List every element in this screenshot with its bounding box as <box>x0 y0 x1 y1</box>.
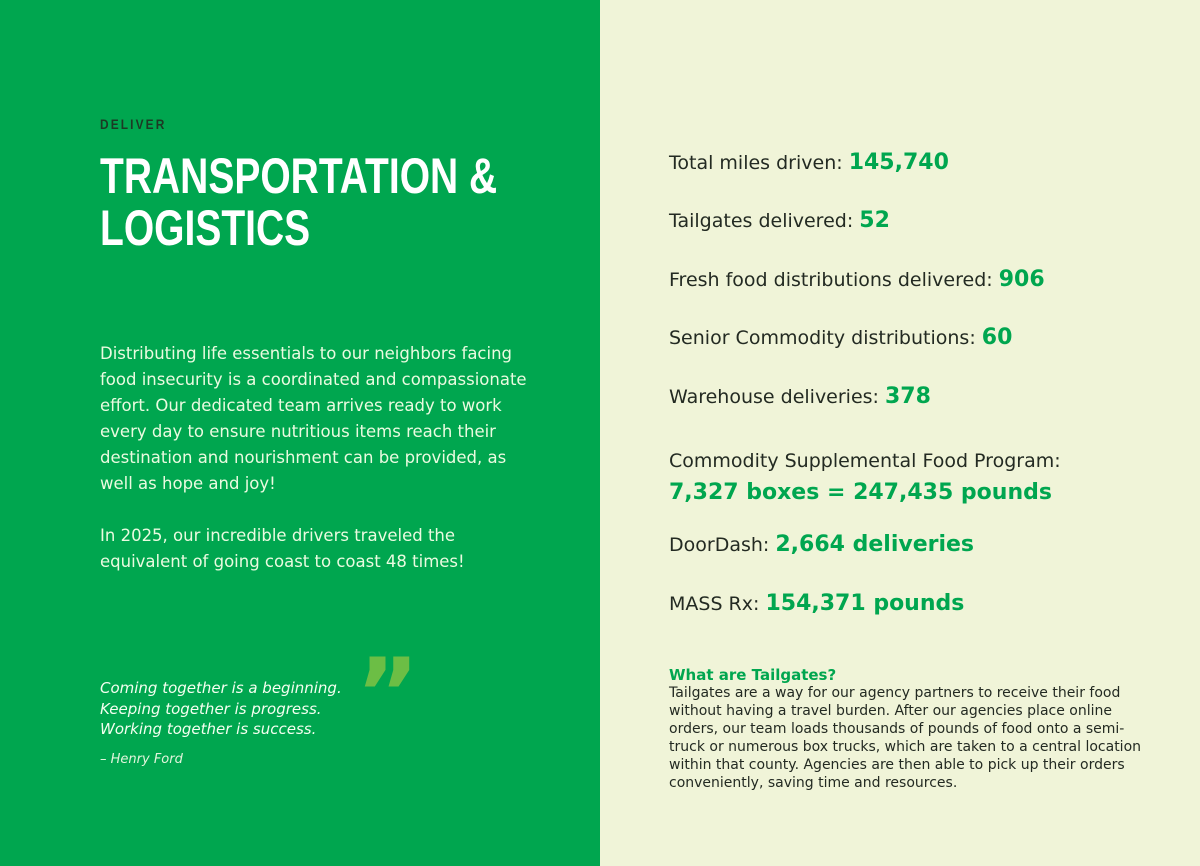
quote-line: Keeping together is progress. <box>100 699 322 718</box>
stat-label: Commodity Supplemental Food Program: <box>669 450 1061 472</box>
quote-line: Coming together is a beginning. <box>100 679 342 697</box>
stat-value: 906 <box>998 267 1045 292</box>
close-quote-icon: ” <box>356 638 420 750</box>
stat-value: 378 <box>885 384 931 409</box>
stat-value: 2,664 deliveries <box>775 532 975 557</box>
stat-value: 52 <box>859 208 890 233</box>
stat-csfp <box>669 445 1061 509</box>
quote-block <box>100 678 342 770</box>
section-eyebrow: DELIVER <box>100 116 167 132</box>
title-line-2: LOGISTICS <box>100 200 311 256</box>
stat-total-miles <box>669 150 949 175</box>
page-title <box>100 150 497 254</box>
intro-paragraph-1: Distributing life essentials to our neighbors facing food insecurity is a coordinated and compassionate effort. Our dedicated team arrives ready to work every day to ensure nutritious items reach their destination and nourishment can be provided, as well as hope and joy! <box>100 344 527 493</box>
intro-paragraph-2: In 2025, our incredible drivers traveled the equivalent of going coast to coast 48 times! <box>100 526 465 571</box>
tailgates-explainer <box>669 666 1159 792</box>
intro-text <box>100 341 540 601</box>
stat-label: Senior Commodity distributions: <box>669 327 982 349</box>
title-line-1: TRANSPORTATION & <box>100 148 498 204</box>
stat-label: Total miles driven: <box>669 152 849 174</box>
stat-senior-commodity <box>669 325 1012 350</box>
stat-tailgates <box>669 208 890 233</box>
tailgates-body: Tailgates are a way for our agency partners to receive their food without having a travel burden. After our agencies place online orders, our team loads thousands of pounds of food onto a semi-truck or numerous box trucks, which are taken to a central location within that county. Agencies are then able to pick up their orders conveniently, saving time and resources. <box>669 685 1142 791</box>
stat-value: 145,740 <box>848 150 949 175</box>
stat-value: 7,327 boxes = 247,435 pounds <box>669 480 1052 505</box>
stat-doordash <box>669 532 974 557</box>
tailgates-heading: What are Tailgates? <box>669 666 837 684</box>
stat-label: Tailgates delivered: <box>669 210 860 232</box>
stat-label: MASS Rx: <box>669 593 766 615</box>
stat-label: Fresh food distributions delivered: <box>669 269 999 291</box>
quote-line: Working together is success. <box>100 720 317 738</box>
stat-fresh-food <box>669 267 1045 292</box>
stat-label: Warehouse deliveries: <box>669 386 885 408</box>
stat-mass-rx <box>669 591 964 616</box>
stat-value: 60 <box>981 325 1013 350</box>
stat-value: 154,371 pounds <box>765 591 965 616</box>
stat-warehouse <box>669 384 931 409</box>
quote-attribution: – Henry Ford <box>100 751 183 767</box>
stat-label: DoorDash: <box>669 534 776 556</box>
